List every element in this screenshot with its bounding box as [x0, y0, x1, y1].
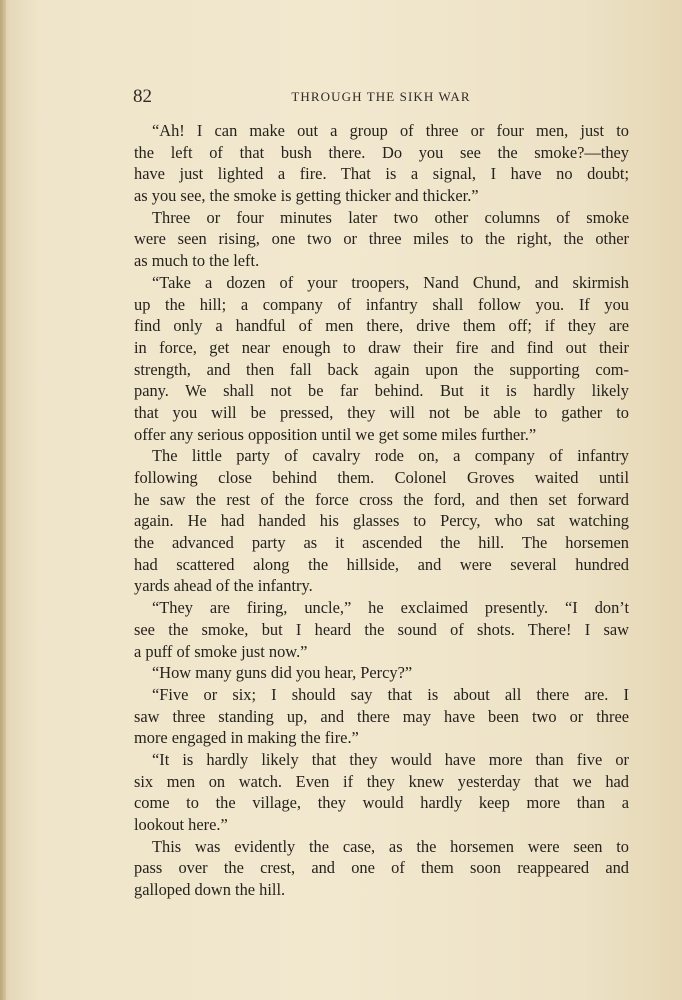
- text-line: find only a handful of men there, drive them off; if they are: [134, 316, 629, 336]
- text-line: see the smoke, but I heard the sound of shots. There! I saw: [134, 619, 629, 639]
- text-line: six men on watch. Even if they knew yesterday that we had: [134, 771, 629, 791]
- text-line: as much to the left.: [134, 251, 260, 271]
- text-line: “Take a dozen of your troopers, Nand Chund, and skirmish: [152, 272, 629, 292]
- text-line: have just lighted a fire. That is a signal, I have no doubt;: [134, 164, 629, 184]
- text-line: strength, and then fall back again upon the supporting com-: [134, 359, 629, 379]
- text-line: “Ah! I can make out a group of three or four men, just to: [152, 121, 629, 140]
- text-line: lookout here.”: [134, 815, 228, 834]
- text-line: pass over the crest, and one of them soon reappeared and: [134, 858, 629, 878]
- text-line: Three or four minutes later two other columns of smoke: [152, 207, 629, 227]
- text-line: were seen rising, one two or three miles to the right, the other: [134, 229, 629, 249]
- text-line: a puff of smoke just now.”: [134, 641, 308, 661]
- running-title: THROUGH THE SIKH WAR: [291, 89, 471, 104]
- page-binding-edge: [0, 0, 6, 1000]
- text-line: following close behind them. Colonel Groves waited until: [134, 468, 629, 487]
- text-line: “Five or six; I should say that is about all there are. I: [152, 684, 629, 704]
- text-line: “How many guns did you hear, Percy?”: [152, 663, 413, 683]
- text-line: more engaged in making the fire.”: [134, 728, 359, 748]
- text-line: again. He had handed his glasses to Percy, who sat watching: [134, 511, 629, 531]
- text-line: that you will be pressed, they will not be able to gather to: [134, 402, 629, 422]
- text-line: saw three standing up, and there may have been two or three: [134, 706, 629, 726]
- text-line: come to the village, they would hardly keep more than a: [134, 793, 629, 813]
- text-line: up the hill; a company of infantry shall follow you. If you: [134, 294, 629, 314]
- text-line: in force, get near enough to draw their fire and find out their: [134, 337, 629, 357]
- text-line: “They are firing, uncle,” he exclaimed presently. “I don’t: [152, 598, 629, 618]
- text-line: he saw the rest of the force cross the ford, and then set forward: [134, 489, 629, 509]
- text-line: “It is hardly likely that they would have more than five or: [152, 749, 629, 769]
- body-text: [134, 120, 629, 901]
- text-line: had scattered along the hillside, and were several hundred: [134, 554, 629, 574]
- text-line: pany. We shall not be far behind. But it is hardly likely: [134, 381, 629, 401]
- text-line: the advanced party as it ascended the hill. The horsemen: [134, 533, 629, 553]
- text-line: This was evidently the case, as the horsemen were seen to: [152, 836, 629, 856]
- text-line: yards ahead of the infantry.: [134, 576, 313, 596]
- page-header: [133, 86, 629, 108]
- page-number: 82: [133, 86, 152, 107]
- text-line: the left of that bush there. Do you see the smoke?—they: [134, 142, 629, 162]
- text-line: as you see, the smoke is getting thicker and thicker.”: [134, 186, 479, 206]
- text-line: offer any serious opposition until we get some miles further.”: [134, 424, 537, 444]
- text-line: galloped down the hill.: [134, 880, 286, 900]
- text-line: The little party of cavalry rode on, a company of infantry: [152, 446, 629, 466]
